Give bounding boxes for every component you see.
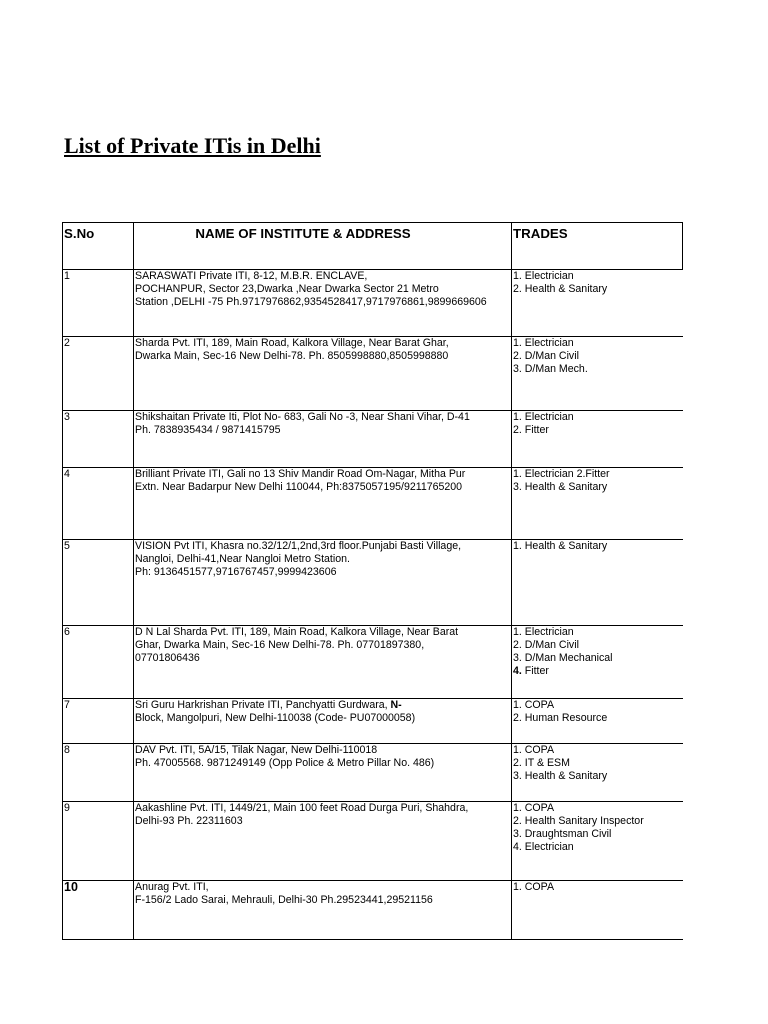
cell-name-address: Sharda Pvt. ITI, 189, Main Road, Kalkora Village, Near Barat Ghar, Dwarka Main, Sec-16 New Delhi-78. Ph. 8505998880,8505998880 xyxy=(134,337,512,411)
table-header-row xyxy=(63,223,683,270)
header-sno: S.No xyxy=(63,223,134,270)
cell-name-address: SARASWATI Private ITI, 8-12, M.B.R. ENCLAVE, POCHANPUR, Sector 23,Dwarka ,Near Dwarka Sector 21 Metro Station ,DELHI -75 Ph.9717976862,9354528417,9717976861,9899669606 xyxy=(134,270,512,337)
cell-name-address: Aakashline Pvt. ITI, 1449/21, Main 100 feet Road Durga Puri, Shahdra, Delhi-93 Ph. 22311603 xyxy=(134,802,512,881)
cell-name-address: DAV Pvt. ITI, 5A/15, Tilak Nagar, New Delhi-110018 Ph. 47005568. 9871249149 (Opp Police & Metro Pillar No. 486) xyxy=(134,744,512,802)
cell-sno: 10 xyxy=(63,881,134,940)
cell-trades: 1. Electrician 2. Health & Sanitary xyxy=(512,270,683,337)
cell-sno: 9 xyxy=(63,802,134,881)
cell-trades: 1. COPA 2. IT & ESM 3. Health & Sanitary xyxy=(512,744,683,802)
table-row xyxy=(63,626,683,699)
iti-table xyxy=(62,222,683,940)
cell-sno: 6 xyxy=(63,626,134,699)
table-row xyxy=(63,468,683,540)
cell-trades: 1. Electrician 2.Fitter 3. Health & Sanitary xyxy=(512,468,683,540)
page-title: List of Private ITis in Delhi xyxy=(64,133,321,158)
table-row xyxy=(63,540,683,626)
cell-sno: 8 xyxy=(63,744,134,802)
table-row xyxy=(63,270,683,337)
cell-sno: 7 xyxy=(63,699,134,744)
cell-name-address: Sri Guru Harkrishan Private ITI, Panchyatti Gurdwara, N- Block, Mangolpuri, New Delhi-110038 (Code- PU07000058) xyxy=(134,699,512,744)
cell-trades: 1. Electrician 2. D/Man Civil 3. D/Man Mech. xyxy=(512,337,683,411)
cell-sno: 2 xyxy=(63,337,134,411)
header-trades: TRADES xyxy=(512,223,683,270)
cell-name-address: Anurag Pvt. ITI, F-156/2 Lado Sarai, Mehrauli, Delhi-30 Ph.29523441,29521156 xyxy=(134,881,512,940)
table-row xyxy=(63,411,683,468)
iti-table-viewport xyxy=(62,222,644,944)
cell-sno: 3 xyxy=(63,411,134,468)
cell-name-address: VISION Pvt ITI, Khasra no.32/12/1,2nd,3rd floor.Punjabi Basti Village, Nangloi, Delhi-41,Near Nangloi Metro Station. Ph: 9136451577,9716767457,9999423606 xyxy=(134,540,512,626)
cell-trades: 1. Health & Sanitary xyxy=(512,540,683,626)
cell-sno: 4 xyxy=(63,468,134,540)
table-row xyxy=(63,337,683,411)
cell-name-address: Shikshaitan Private Iti, Plot No- 683, Gali No -3, Near Shani Vihar, D-41 Ph. 7838935434 / 9871415795 xyxy=(134,411,512,468)
table-row xyxy=(63,881,683,940)
cell-sno: 5 xyxy=(63,540,134,626)
table-row xyxy=(63,744,683,802)
cell-trades: 1. COPA 2. Health Sanitary Inspector 3. Draughtsman Civil 4. Electrician xyxy=(512,802,683,881)
table-row xyxy=(63,699,683,744)
cell-trades: 1. COPA 2. Human Resource xyxy=(512,699,683,744)
table-row xyxy=(63,802,683,881)
cell-sno: 1 xyxy=(63,270,134,337)
cell-trades: 1. COPA xyxy=(512,881,683,940)
header-name-address: NAME OF INSTITUTE & ADDRESS xyxy=(134,223,512,270)
cell-name-address: Brilliant Private ITI, Gali no 13 Shiv Mandir Road Om-Nagar, Mitha Pur Extn. Near Badarpur New Delhi 110044, Ph:8375057195/9211765200 xyxy=(134,468,512,540)
cell-trades: 1. Electrician 2. D/Man Civil 3. D/Man Mechanical 4. Fitter xyxy=(512,626,683,699)
cell-name-address: D N Lal Sharda Pvt. ITI, 189, Main Road, Kalkora Village, Near Barat Ghar, Dwarka Main, Sec-16 New Delhi-78. Ph. 07701897380, 07701806436 xyxy=(134,626,512,699)
cell-trades: 1. Electrician 2. Fitter xyxy=(512,411,683,468)
